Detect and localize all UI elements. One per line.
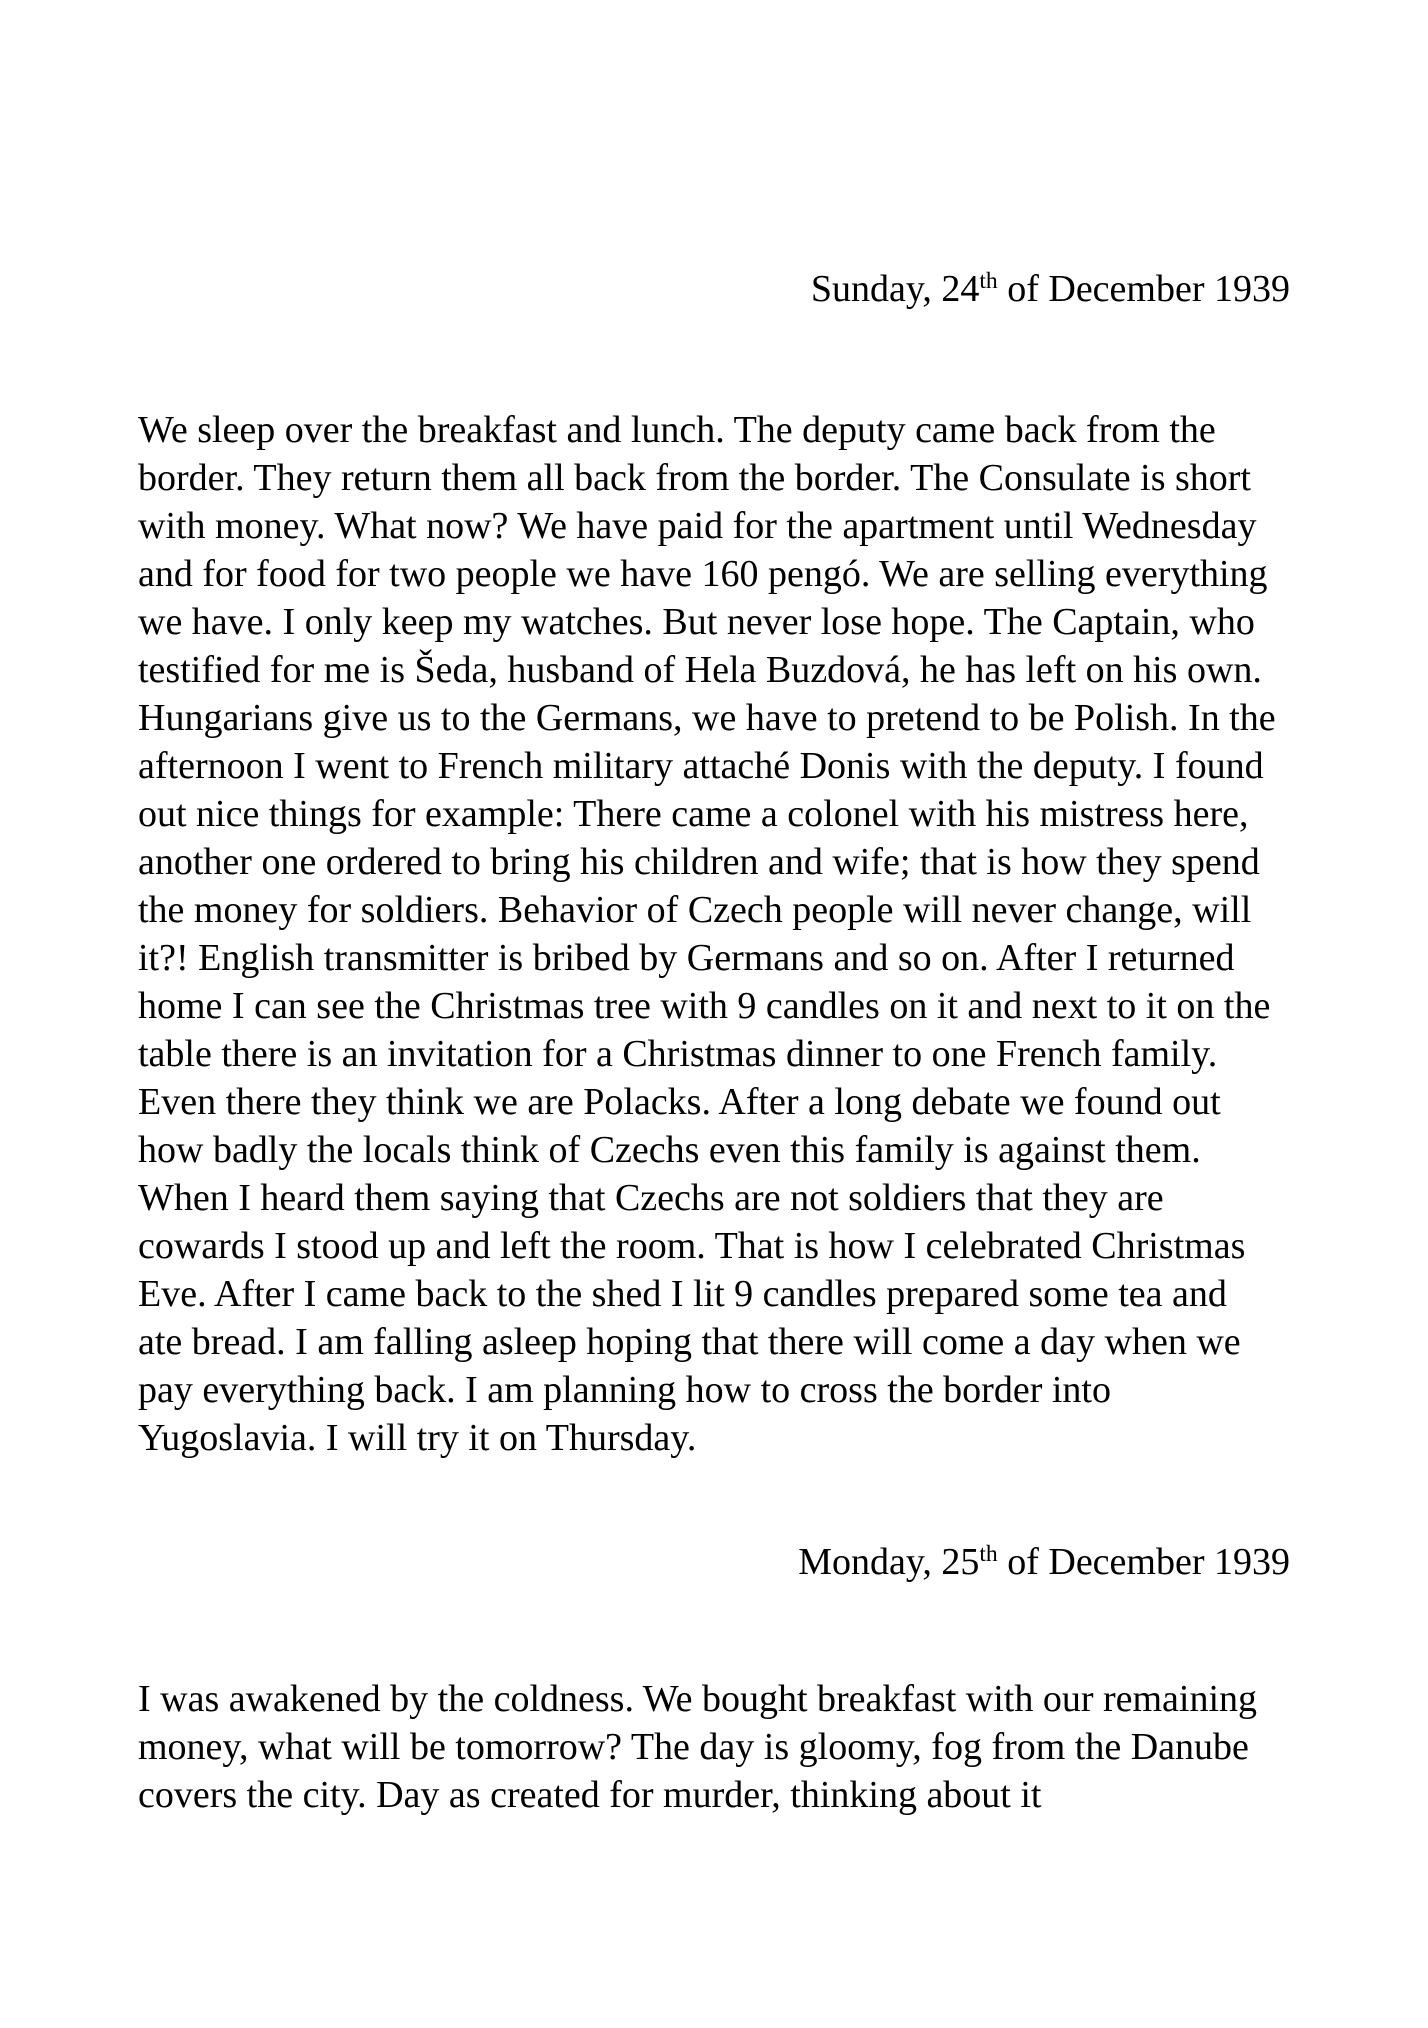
text-line: home I can see the Christmas tree with 9 candles on it and next to it on the (138, 985, 1271, 1027)
text-line: it?! English transmitter is bribed by Germans and so on. After I returned (138, 937, 1235, 979)
text-line: another one ordered to bring his children and wife; that is how they spend (138, 841, 1260, 883)
text-line: I was awakened by the coldness. We bought breakfast with our remaining (138, 1678, 1258, 1720)
text-line: border. They return them all back from the border. The Consulate is short (138, 457, 1251, 499)
text-line: testified for me is Šeda, husband of Hela Buzdová, he has left on his own. (138, 649, 1262, 691)
text-line: cowards I stood up and left the room. That is how I celebrated Christmas (138, 1225, 1246, 1267)
text-line: When I heard them saying that Czechs are not soldiers that they are (138, 1177, 1164, 1219)
text-line: covers the city. Day as created for murder, thinking about it (138, 1774, 1042, 1816)
text-line: Hungarians give us to the Germans, we have to pretend to be Polish. In the (138, 697, 1276, 739)
text-line: and for food for two people we have 160 pengó. We are selling everything (138, 553, 1268, 595)
text-line: out nice things for example: There came a colonel with his mistress here, (138, 793, 1249, 835)
text-line: Yugoslavia. I will try it on Thursday. (138, 1417, 697, 1459)
text-line: we have. I only keep my watches. But never lose hope. The Captain, who (138, 601, 1255, 643)
text-line: with money. What now? We have paid for the apartment until Wednesday (138, 505, 1257, 547)
text-line: the money for soldiers. Behavior of Czech people will never change, will (138, 889, 1252, 931)
text-line: ate bread. I am falling asleep hoping that there will come a day when we (138, 1321, 1241, 1363)
text-line: Even there they think we are Polacks. After a long debate we found out (138, 1081, 1221, 1123)
entry-2-body-paragraph (138, 1675, 1290, 1819)
text-line: We sleep over the breakfast and lunch. The deputy came back from the (138, 409, 1216, 451)
entry-1-date-heading (138, 265, 1290, 313)
text-line: afternoon I went to French military attaché Donis with the deputy. I found (138, 745, 1264, 787)
entry-2-ordinal-superscript: th (979, 1541, 998, 1568)
entry-1-date-prefix: Sunday, 24 (810, 268, 980, 310)
page-content (0, 265, 1428, 1819)
entry-2-date-rest: of December 1939 (997, 1541, 1290, 1583)
text-line: money, what will be tomorrow? The day is gloomy, fog from the Danube (138, 1726, 1249, 1768)
text-line: table there is an invitation for a Christmas dinner to one French family. (138, 1033, 1218, 1075)
text-line: Eve. After I came back to the shed I lit 9 candles prepared some tea and (138, 1273, 1227, 1315)
entry-1-date-rest: of December 1939 (997, 268, 1290, 310)
entry-2-date-prefix: Monday, 25 (798, 1541, 980, 1583)
text-line: pay everything back. I am planning how to cross the border into (138, 1369, 1111, 1411)
text-line: how badly the locals think of Czechs even this family is against them. (138, 1129, 1201, 1171)
entry-1-ordinal-superscript: th (979, 268, 998, 295)
entry-2-date-heading (138, 1538, 1290, 1586)
entry-1-body-paragraph (138, 406, 1290, 1462)
